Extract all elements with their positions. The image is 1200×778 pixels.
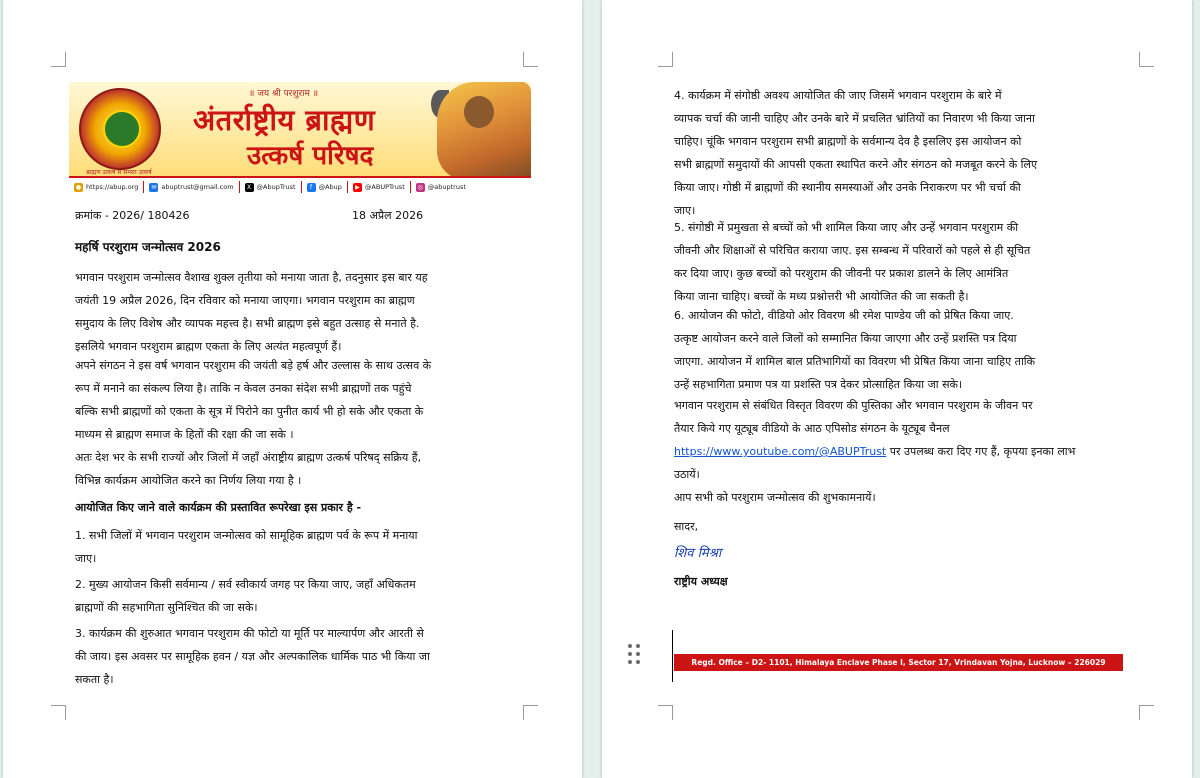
instagram-icon: ◎ [417,183,423,191]
social-x[interactable]: X @AbupTrust [240,181,302,193]
social-website[interactable]: ● https://abup.org [69,181,144,193]
list-item-1: 1. सभी जिलों में भगवान परशुराम जन्मोत्सव को सामूहिक ब्राह्मण पर्व के रूप में मनाया जाए। [75,529,418,565]
crop-mark [658,705,673,720]
program-outline-heading: आयोजित किए जाने वाले कार्यक्रम की प्रस्तावित रूपरेखा इस प्रकार है - [75,501,362,514]
letter-date: 18 अप्रैल 2026 [352,209,424,222]
document-heading: महर्षि परशुराम जन्मोत्सव 2026 [75,240,221,254]
paragraph-decision: अतः देश भर के सभी राज्यों और जिलों में जहाँ अंराष्ट्रीय ब्राह्मण उत्कर्ष परिषद् सक्रिय हैं, विभिन्न कार्यक्रम आयोजित करने का निर्णय लिया गया है । [75,451,422,487]
list-item-4: 4. कार्यक्रम में संगोष्ठी अवश्य आयोजित की जाए जिसमें भगवान परशुराम के बारे में व्यापक चर्चा की जानी चाहिए और उनके बारे में प्रचलित भ्रांतियों का निवारण भी किया जाना चाहिए। चूंकि भगवान परशुराम सभी ब्राह्मणों के सर्वमान्य देव है इसलिए इस आयोजन को सभी ब्राह्मणों समुदायों की आपसी एकता स्थापित करने और संगठन को मजबूत करने के लिए किया जाए। गोष्ठी में ब्राह्मणों की स्थानीय समस्याओं और उनके निराकरण पर भी चर्चा की जाए। [674,89,1038,217]
footer-address-bar: Regd. Office – D2- 1101, Himalaya Enclave Phase I, Sector 17, Vrindavan Yojna, Lucknow – 226029 [674,654,1123,671]
list-item-3: 3. कार्यक्रम की शुरुआत भगवान परशुराम की फोटो या मूर्ति पर माल्यार्पण और आरती से की जाय। इस अवसर पर सामूहिक हवन / यज्ञ और अल्पकालिक धार्मिक पाठ भी किया जा सकता है। [75,627,430,686]
youtube-icon: ▶ [353,183,362,192]
emblem-tagline: ब्राह्मण उत्कर्ष से समस्त उत्कर्ष [86,169,152,176]
crop-mark [523,52,538,67]
paragraph-intro: भगवान परशुराम जन्मोत्सव वैशाख शुक्ल तृतीया को मनाया जाता है, तदनुसार इस बार यह जयंती 19 अप्रैल 2026, दिन रविवार को मनाया जाएगा। भगवान परशुराम का ब्राह्मण समुदाय के लिए विशेष और व्यापक महत्त्व है। सभी ब्राह्मण इसे बहुत उत्साह से मनाते है. इसलिये भगवान परशुराम ब्राह्मण एकता के लिए अत्यंत महत्वपूर्ण हैं। [75,271,428,353]
document-page-right[interactable] [602,0,1192,778]
reference-number: क्रमांक - 2026/ 180426 [75,209,190,222]
crop-mark [1139,705,1154,720]
globe-icon: ● [75,183,82,191]
crop-mark [51,52,66,67]
designation: राष्ट्रीय अध्यक्ष [674,575,728,588]
paragraph-resolve: अपने संगठन ने इस वर्ष भगवान परशुराम की जयंती बड़े हर्ष और उल्लास के साथ उत्सव के रूप में मनाने का संकल्प लिया है। ताकि न केवल उनका संदेश सभी ब्राह्मणों तक पहुंचे बल्कि सभी ब्राह्मणों को एकता के सूत्र में पिरोने का पुनीत कार्य भी हो सके और एकता के माध्यम से ब्राह्मण समाज के हितों की रक्षा की जा सके । [75,359,432,441]
crop-mark [523,705,538,720]
youtube-channel-link[interactable]: https://www.youtube.com/@ABUPTrust [674,445,887,458]
footer-divider [672,630,673,682]
letterhead-title: अंतर्राष्ट्रीय ब्राह्मण [193,103,376,137]
social-email[interactable]: ✉ abuptrust@gmail.com [144,181,239,193]
list-item-5: 5. संगोष्ठी में प्रमुखता से बच्चों को भी शामिल किया जाए और उन्हें भगवान परशुराम की जीवनी और शिक्षाओं से परिचित कराया जाए. इस सम्बन्ध में परिवारों को पहले से ही सूचित कर दिया जाए। कुछ बच्चों को परशुराम की जीवनी पर प्रकाश डालने के लिए आमंत्रित किया जाना चाहिए। बच्चों के मध्य प्रश्नोत्तरी भी आयोजित की जा सकती है। [674,221,1031,303]
crop-mark [51,705,66,720]
social-youtube[interactable]: ▶ @ABUPTrust [348,181,411,193]
letterhead-subtitle: उत्कर्ष परिषद [247,141,374,171]
figure-head [464,96,494,128]
social-facebook[interactable]: f @Abup [302,181,348,193]
paragraph-youtube: भगवान परशुराम से संबंधित विस्तृत विवरण की पुस्तिका और भगवान परशुराम के जीवन पर तैयार किये गए यूट्यूब वीडियो के आठ एपिसोड संगठन के यूट्यूब चैनल https://www.youtube.com/@ABUPTrust पर उपलब्ध करा दिए गए हैं, कृपया इनका लाभ उठायें। [674,399,1076,481]
x-icon: X [245,183,254,192]
closing-line: सादर, [674,520,699,533]
greeting-line: आप सभी को परशुराम जन्मोत्सव की शुभकामनायें। [674,491,876,504]
crop-mark [1139,52,1154,67]
signature: शिव मिश्रा [674,546,722,561]
drag-handle-icon[interactable] [628,644,642,664]
facebook-icon: f [307,183,316,192]
letterhead-banner [69,82,531,194]
social-links-bar [69,176,531,194]
social-instagram[interactable]: ◎ @abuptrust [417,183,466,191]
mail-icon: ✉ [151,183,157,191]
document-page-left[interactable] [3,0,582,778]
trust-emblem-icon [79,88,161,170]
list-item-6: 6. आयोजन की फोटो, वीडियो ओर विवरण श्री रमेश पाण्डेय जी को प्रेषित किया जाए. उत्कृष्ट आयोजन करने वाले जिलों को सम्मानित किया जाएगा और उन्हें प्रशस्ति पत्र दिया जाएगा. आयोजन में शामिल बाल प्रतिभागियों का विवरण भी प्रेषित किया जाना चाहिए ताकि उन्हें सहभागिता प्रमाण पत्र या प्रशस्ति पत्र देकर प्रोत्साहित किया जा सके। [674,309,1036,391]
crop-mark [658,52,673,67]
list-item-2: 2. मुख्य आयोजन किसी सर्वमान्य / सर्व स्वीकार्य जगह पर किया जाए, जहाँ अधिकतम ब्राह्मणों की सहभागिता सुनिश्चित की जा सके। [75,578,416,614]
letterhead-top-line: ॥ जय श्री परशुराम ॥ [249,89,319,99]
